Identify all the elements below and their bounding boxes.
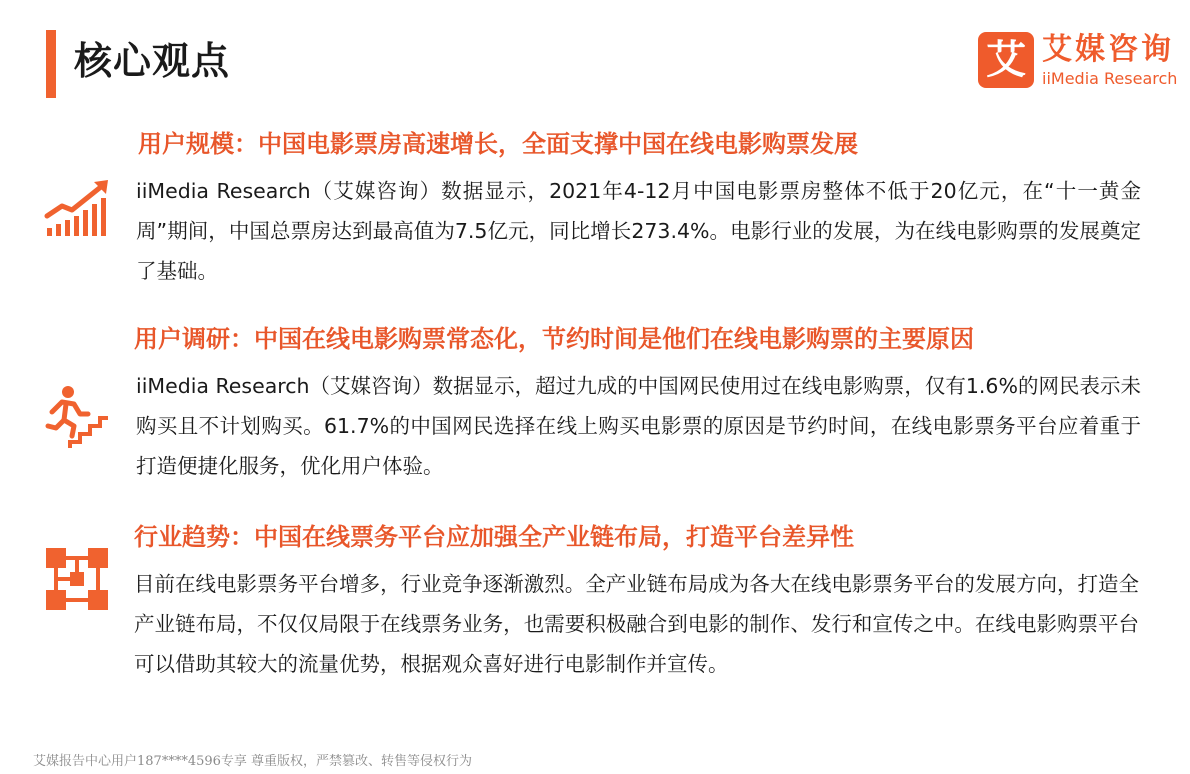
logo-english-name: iiMedia Research (1042, 69, 1178, 88)
network-nodes-icon (44, 546, 110, 612)
logo-mark: 艾 (978, 32, 1034, 88)
title-accent-bar (46, 30, 56, 98)
section-body: iiMedia Research（艾媒咨询）数据显示，2021年4-12月中国电影票房整体不低于20亿元，在“十一黄金周”期间，中国总票房达到最高值为7.5亿元，同比增长273.4%。电影行业的发展，为在线电影购票的发展奠定了基础。 (136, 179, 1141, 283)
section-heading: 行业趋势：中国在线票务平台应加强全产业链布局，打造平台差异性 (134, 523, 854, 551)
footer-copyright: 艾媒报告中心用户187****4596专享 尊重版权，严禁篡改、转售等侵权行为 (33, 754, 473, 769)
section-heading: 用户调研：中国在线电影购票常态化，节约时间是他们在线电影购票的主要原因 (134, 325, 974, 353)
growth-chart-icon (44, 176, 110, 242)
brand-logo (978, 32, 1178, 92)
section-body: 目前在线电影票务平台增多，行业竞争逐渐激烈。全产业链布局成为各大在线电影票务平台的发展方向，打造全产业链布局，不仅仅局限于在线票务业务，也需要积极融合到电影的制作、发行和宣传之中。在线电影购票平台可以借助其较大的流量优势，根据观众喜好进行电影制作并宣传。 (134, 572, 1139, 676)
section-body: iiMedia Research（艾媒咨询）数据显示，超过九成的中国网民使用过在线电影购票，仅有1.6%的网民表示未购买且不计划购买。61.7%的中国网民选择在线上购买电影票的原因是节约时间，在线电影票务平台应着重于打造便捷化服务，优化用户体验。 (136, 374, 1141, 478)
running-stairs-icon (44, 384, 110, 450)
section-heading: 用户规模：中国电影票房高速增长，全面支撑中国在线电影购票发展 (138, 130, 858, 158)
page-title: 核心观点 (74, 39, 231, 83)
logo-chinese-name: 艾媒咨询 (1042, 32, 1174, 67)
